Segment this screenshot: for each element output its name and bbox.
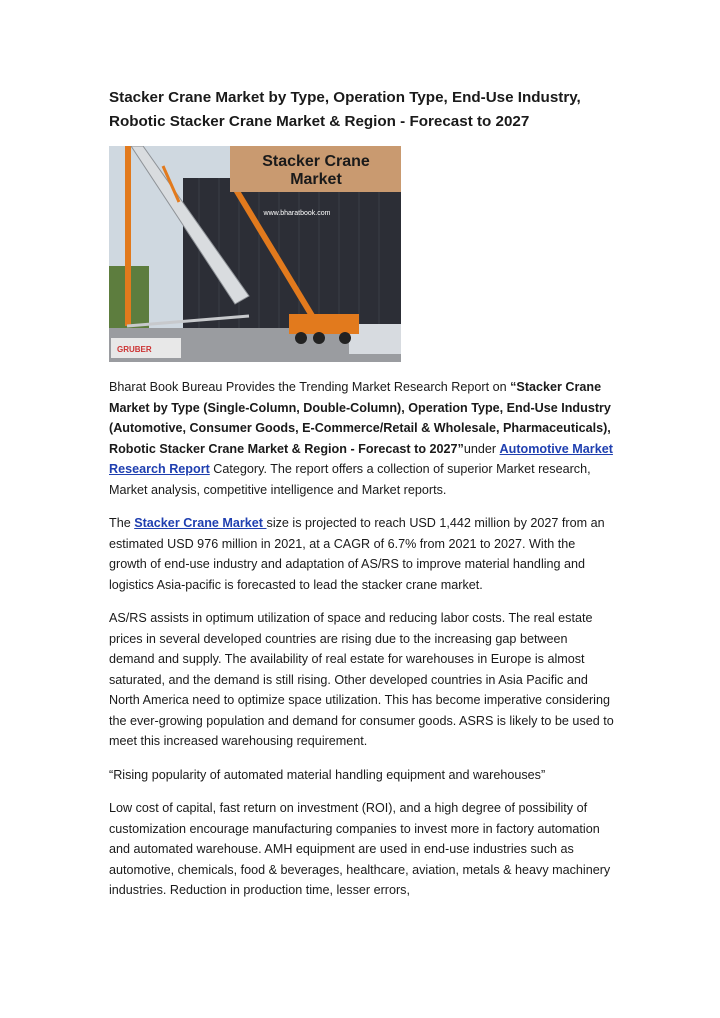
paragraph-market-size	[109, 513, 615, 595]
intro-tail: Category. The report offers a collection of superior Market research, Market analysis, competitive intelligence and Market reports.	[109, 462, 591, 497]
title-line-2: Robotic Stacker Crane Market & Region - Forecast to 2027	[109, 113, 530, 130]
banner-line-2: Market	[290, 171, 342, 188]
paragraph-asrs: AS/RS assists in optimum utilization of space and reducing labor costs. The real estate prices in several developed countries are rising due to the increasing gap between demand and supply. The availability of real estate for warehouses in Europe is almost saturated, and the demand is still rising. Other developed countries in Asia Pacific and North America need to optimize space utilization. This has become imperative considering the ever-growing population and demand for consumer goods. ASRS is likely to be used to meet this increased warehousing requirement.	[109, 611, 614, 748]
report-title-bold: “Stacker Crane Market by Type (Single-Column, Double-Column), Operation Type, End-Use Industry (Automotive, Consumer Goods, E-Commerce/Retail & Wholesale, Pharmaceuticals), Robotic Stacker Crane Market & Region - Forecast to 2027”	[109, 380, 611, 456]
website-watermark: www.bharatbook.com	[263, 210, 331, 217]
page-title	[109, 86, 614, 134]
paragraph-intro	[109, 377, 615, 500]
market-size-tail: size is projected to reach USD 1,442 million by 2027 from an estimated USD 976 million in 2021, at a CAGR of 6.7% from 2021 to 2027. With the growth of end-use industry and adaptation of AS/RS to improve material handling and logistics Asia-pacific is forecasted to lead the stacker crane market.	[109, 516, 605, 592]
stacker-crane-market-link[interactable]: Stacker Crane Market	[134, 516, 267, 530]
mobile-crane-body	[289, 314, 359, 334]
title-line-1: Stacker Crane Market by Type, Operation Type, End-Use Industry,	[109, 89, 581, 106]
stacker-crane-photo	[109, 146, 401, 362]
left-crane-mast	[125, 146, 131, 326]
paragraph-quote: “Rising popularity of automated material handling equipment and warehouses”	[109, 767, 546, 782]
article-body	[109, 377, 615, 914]
vehicle-text: GRUBER	[117, 345, 152, 354]
title-block	[109, 86, 614, 134]
banner-line-1: Stacker Crane	[262, 153, 370, 170]
automotive-report-link[interactable]: Automotive Market Research Report	[109, 441, 613, 476]
paragraph-low-cost: Low cost of capital, fast return on investment (ROI), and a high degree of possibility of customization encourage manufacturing companies to invest more in factory automation and automated warehouse. AMH equipment are used in end-use industries such as automotive, chemicals, food & beverages, healthcare, aviation, metals & heavy machinery industries. Reduction in production time, lesser errors,	[109, 801, 611, 897]
intro-under: under	[463, 441, 500, 456]
market-size-lead: The	[109, 516, 135, 530]
intro-lead: Bharat Book Bureau Provides the Trending Market Research Report on	[109, 380, 511, 394]
hero-image	[109, 146, 401, 362]
